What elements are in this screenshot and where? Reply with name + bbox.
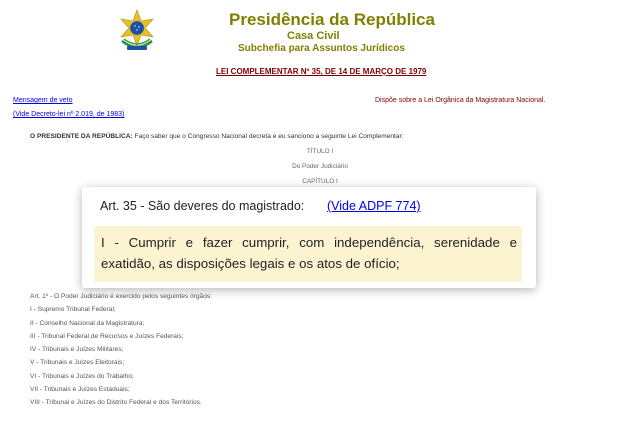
list-item: IV - Tribunais e Juízes Militares;	[30, 346, 124, 354]
preamble	[30, 133, 404, 140]
list-item: VIII - Tribunal e Juízes do Distrito Federal e dos Territórios.	[30, 399, 202, 407]
preamble-bold: O PRESIDENTE DA REPÚBLICA:	[30, 133, 133, 140]
vide-decree-link[interactable]: (Vide Decreto-lei nº 2.019, de 1983)	[13, 111, 125, 118]
list-item: I - Supremo Tribunal Federal;	[30, 306, 116, 314]
veto-message-link[interactable]: Mensagem de veto	[13, 97, 73, 104]
article-list	[30, 293, 212, 413]
preamble-text: Faço saber que o Congresso Nacional decreta e eu sanciono a seguinte Lei Complementar:	[132, 133, 404, 140]
titulo-heading: TÍTULO I	[306, 148, 334, 155]
article-35-heading: Art. 35 - São deveres do magistrado:	[100, 199, 305, 213]
vide-adpf-link[interactable]: (Vide ADPF 774)	[327, 199, 421, 213]
list-item: VI - Tribunais e Juízes do Trabalho;	[30, 372, 134, 380]
capitulo-heading: CAPÍTULO I	[302, 178, 338, 185]
brazil-coat-of-arms-icon	[116, 9, 158, 55]
list-item: II - Conselho Nacional da Magistratura;	[30, 319, 145, 327]
highlighted-clause-text: I - Cumprir e fazer cumprir, com independência, serenidade e exatidão, as disposições legais e os atos de ofício;	[101, 235, 517, 271]
law-title-link[interactable]: LEI COMPLEMENTAR Nº 35, DE 14 DE MARÇO DE 1979	[216, 67, 427, 76]
list-item: III - Tribunal Federal de Recursos e Juízes Federais;	[30, 332, 184, 340]
highlighted-clause	[94, 226, 522, 282]
list-item: VII - Tribunais e Juízes Estaduais;	[30, 386, 130, 394]
header-subtitle: Casa Civil	[287, 30, 340, 42]
article-35-callout	[82, 187, 536, 288]
law-ementa: Dispõe sobre a Lei Orgânica da Magistratura Nacional.	[375, 97, 546, 104]
header-subtitle-2: Subchefia para Assuntos Jurídicos	[238, 43, 405, 54]
header-title: Presidência da República	[229, 10, 435, 29]
titulo-name: Do Poder Judiciário	[292, 163, 348, 170]
list-item: Art. 1º - O Poder Judiciário é exercido pelos seguintes órgãos:	[30, 293, 212, 300]
list-item: V - Tribunais e Juízes Eleitorais;	[30, 359, 125, 367]
